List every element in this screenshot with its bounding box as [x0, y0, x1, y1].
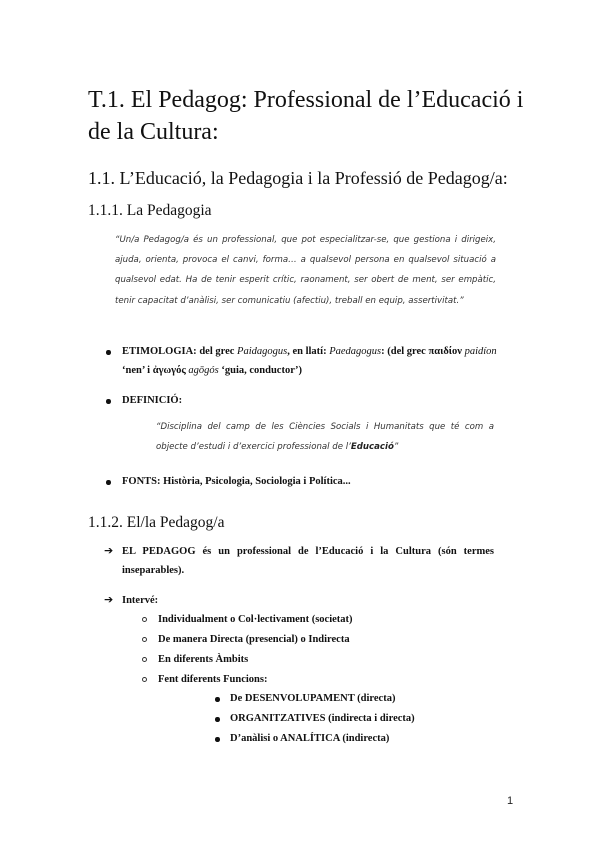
arrow-bullet-icon: ➔ [104, 544, 114, 557]
bullet-dot [215, 717, 220, 722]
page-number: 1 [507, 795, 514, 807]
definicio-quote: “Disciplina del camp de les Ciències Socials i Humanitats que té com a objecte d’estudi i d’exercici professional de l’Educació” [156, 422, 494, 452]
section-heading: 1.1. L’Educació, la Pedagogia i la Professió de Pedagog/a: [88, 168, 508, 188]
pedagog-line-2: inseparables). [122, 565, 185, 576]
subsection-heading-pedagogia: 1.1.1. La Pedagogia [88, 202, 212, 219]
fonts-line: FONTS: Història, Psicologia, Sociologia i Política... [122, 476, 351, 487]
interve-label: Intervé: [122, 595, 159, 606]
bullet-dot [215, 737, 220, 742]
sub-bullet-ring [142, 657, 147, 662]
etimologia-label: ETIMOLOGIA: [122, 346, 197, 357]
etimologia-line-2: ‘nen’ i ἀγωγός agōgós ‘guia, conductor’) [122, 365, 303, 376]
pedagog-quote: “Un/a Pedagog/a és un professional, que pot especialitzar-se, que gestiona i dirigeix, ajuda, orienta, provoca el canvi, forma… a qualsevol persona en qualsevol situació a qualsevol edat. Ha de tenir esperit crític, raonament, ser obert de ment, ser empàtic, tenir capacitat d’anàlisi, ser comunicatiu (afectiu), treball en equip, assertivitat.” [115, 235, 496, 306]
funcio-item: ORGANITZATIVES (indirecta i directa) [230, 713, 415, 724]
sub-bullet-ring [142, 617, 147, 622]
definicio-label: DEFINICIÓ: [122, 395, 183, 406]
pedagog-line-1: EL PEDAGOG és un professional de l’Educació i la Cultura (són termes [122, 546, 494, 557]
bullet-dot [106, 350, 111, 355]
bullet-dot [106, 480, 111, 485]
sub-bullet-ring [142, 637, 147, 642]
document-title: T.1. El Pedagog: Professional de l’Educació i de la Cultura: [88, 87, 524, 145]
arrow-bullet-icon: ➔ [104, 593, 114, 606]
subsection-heading-pedagog: 1.1.2. El/la Pedagog/a [88, 514, 225, 531]
sub-bullet-ring [142, 677, 147, 682]
interve-item: En diferents Àmbits [158, 654, 249, 665]
funcio-item: D’anàlisi o ANALÍTICA (indirecta) [230, 733, 390, 744]
bullet-dot [215, 697, 220, 702]
bullet-dot [106, 399, 111, 404]
interve-item: De manera Directa (presencial) o Indirecta [158, 634, 350, 645]
interve-item: Fent diferents Funcions: [158, 674, 268, 685]
etimologia-line-1: ETIMOLOGIA: del grec Paidagogus, en llatí: Paedagogus: (del grec παιδίον paidíon [122, 346, 497, 357]
funcio-item: De DESENVOLUPAMENT (directa) [230, 693, 396, 704]
interve-item: Individualment o Col·lectivament (societat) [158, 614, 353, 625]
